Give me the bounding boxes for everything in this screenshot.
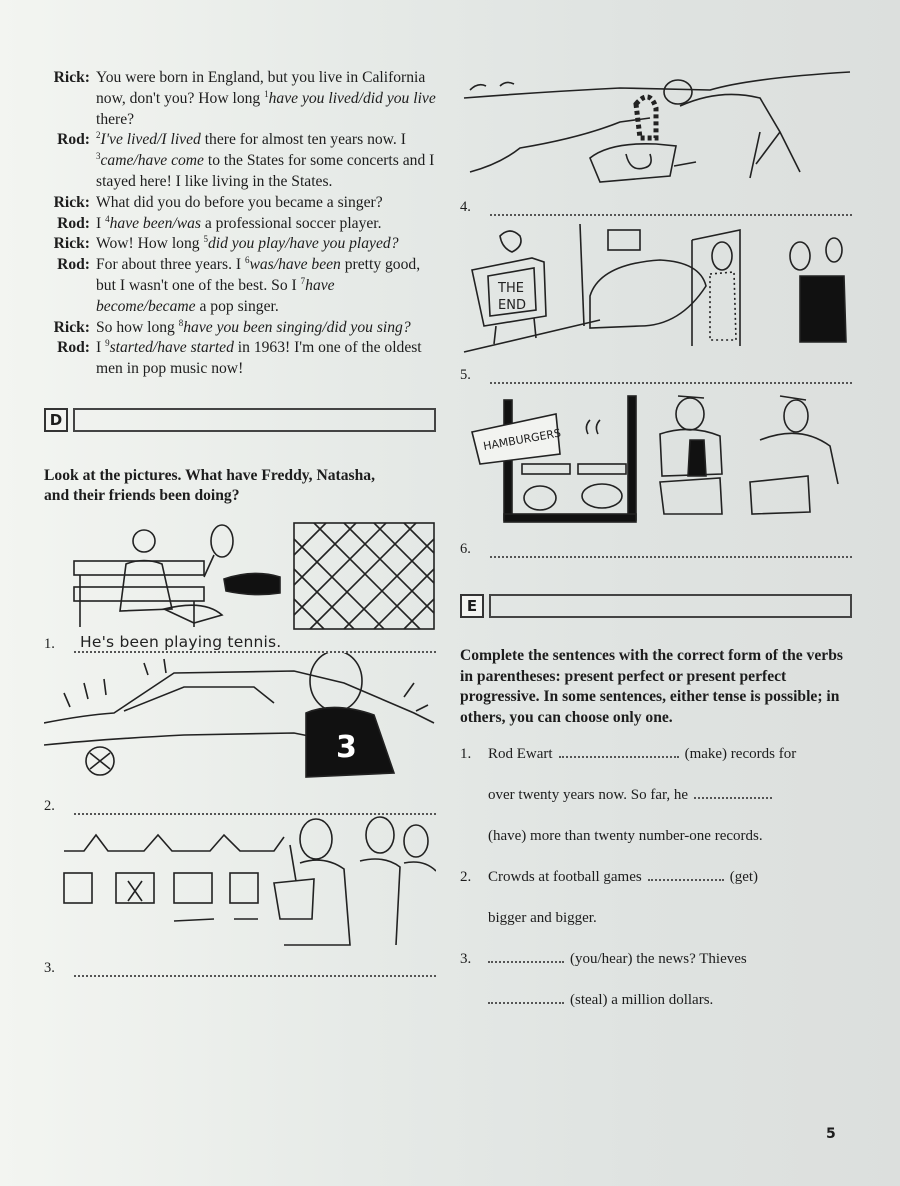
speaker-name: Rod: (57, 256, 90, 274)
dialogue-text: So how long $^8$have you been singing/did you sing? (96, 317, 411, 336)
speaker-name: Rod: (57, 131, 90, 149)
fill-in-blank[interactable] (488, 990, 564, 1004)
choice-option[interactable]: have you been singing/did you sing? (183, 318, 411, 336)
answer-field-5[interactable] (490, 366, 852, 384)
dialogue-line (44, 193, 436, 214)
dialogue-text: Wow! How long $^5$did you play/have you played? (96, 234, 399, 253)
answer-field-2[interactable] (74, 797, 436, 815)
section-e-exercises (460, 744, 852, 1031)
speaker-name: Rick: (53, 69, 90, 86)
svg-text:END: END (498, 298, 526, 313)
choice-option[interactable]: have become/became (96, 276, 335, 315)
dialogue (44, 68, 436, 380)
choice-option[interactable]: did you play/have you played? (207, 235, 399, 253)
exercise-item: 1. Rod Ewart (make) records for over twenty years now. So far, he (have) more than twenty number-one records. (460, 744, 852, 867)
choice-option[interactable]: was/have been (249, 256, 341, 274)
svg-text:3: 3 (336, 729, 357, 765)
answer-field-1[interactable] (74, 632, 436, 653)
item-number: 2. (460, 869, 472, 885)
page-number: 5 (826, 1126, 836, 1142)
picture-4 (460, 68, 852, 194)
section-d-header (44, 408, 436, 432)
dialogue-line (44, 234, 436, 255)
picture-5 (460, 216, 852, 362)
picture-1 (44, 519, 436, 631)
fill-in-blank[interactable] (559, 744, 679, 758)
section-letter: E (460, 594, 484, 618)
dialogue-line (44, 318, 436, 339)
svg-text:THE: THE (498, 281, 524, 296)
picture-2 (44, 653, 436, 793)
speaker-name: Rick: (53, 193, 90, 211)
answer-row-5: 5. (460, 362, 852, 384)
right-column (460, 68, 852, 1031)
dialogue-text: What did you do before you became a singer? (96, 193, 383, 211)
speaker-name: Rod: (57, 214, 90, 232)
choice-option[interactable]: started/have started (109, 339, 234, 357)
dialogue-line (44, 255, 436, 317)
answer-field-6[interactable] (490, 540, 852, 558)
speaker-name: Rick: (53, 235, 90, 253)
dialogue-line (44, 214, 436, 235)
section-d-instruction: Look at the pictures. What have Freddy, Natasha, and their friends been doing? (44, 466, 375, 505)
section-e-instruction: Complete the sentences with the correct form of the verbs in parentheses: present perfect or present perfect progressive. In some sentences, either tense is possible; in others, you can choose only one. (460, 647, 843, 726)
picture-6 (460, 384, 852, 536)
section-title-bar (73, 408, 436, 432)
fill-in-blank[interactable] (694, 785, 772, 799)
answer-row-6: 6. (460, 536, 852, 558)
handwritten-answer: He's been playing tennis. (80, 632, 282, 651)
dialogue-text: For about three years. I $^6$was/have been pretty good, but I wasn't one of the best. So I $^7$have become/became a pop singer. (96, 255, 421, 315)
section-letter: D (44, 408, 68, 432)
speaker-name: Rod: (57, 339, 90, 357)
section-title-bar (489, 594, 852, 618)
choice-option[interactable]: have you lived/did you live (268, 89, 436, 107)
dialogue-text: You were born in England, but you live in California now, don't you? How long $^1$have you lived/did you live there? (96, 69, 436, 128)
answer-row-4: 4. (460, 194, 852, 216)
answer-field-3[interactable] (74, 959, 436, 977)
svg-text:HAMBURGERS: HAMBURGERS (482, 426, 562, 453)
exercise-item: 3. (you/hear) the news? Thieves (steal) a million dollars. (460, 949, 852, 1031)
dialogue-text: $^2$I've lived/I lived there for almost ten years now. I $^3$came/have come to the States for some concerts and I stayed here! I like living in the States. (96, 130, 435, 190)
choice-option[interactable]: came/have come (100, 152, 204, 170)
answer-row-3: 3. (44, 955, 436, 977)
choice-option[interactable]: I've lived/I lived (100, 131, 201, 149)
picture-3 (44, 815, 436, 955)
exercise-item: 2. Crowds at football games (get) bigger and bigger. (460, 867, 852, 949)
left-column (44, 68, 436, 977)
dialogue-line (44, 68, 436, 130)
fill-in-blank[interactable] (488, 949, 564, 963)
speaker-name: Rick: (53, 318, 90, 336)
item-number: 1. (460, 746, 472, 762)
answer-row-1: 1. He's been playing tennis. (44, 631, 436, 653)
section-e-header (460, 594, 852, 618)
answer-field-4[interactable] (490, 198, 852, 216)
fill-in-blank[interactable] (648, 867, 724, 881)
dialogue-text: I $^4$have been/was a professional soccer player. (96, 213, 382, 232)
answer-row-2: 2. (44, 793, 436, 815)
dialogue-line (44, 338, 436, 380)
dialogue-line (44, 130, 436, 192)
dialogue-text: I $^9$started/have started in 1963! I'm one of the oldest men in pop music now! (96, 338, 422, 378)
choice-option[interactable]: have been/was (109, 214, 201, 232)
item-number: 3. (460, 951, 472, 967)
